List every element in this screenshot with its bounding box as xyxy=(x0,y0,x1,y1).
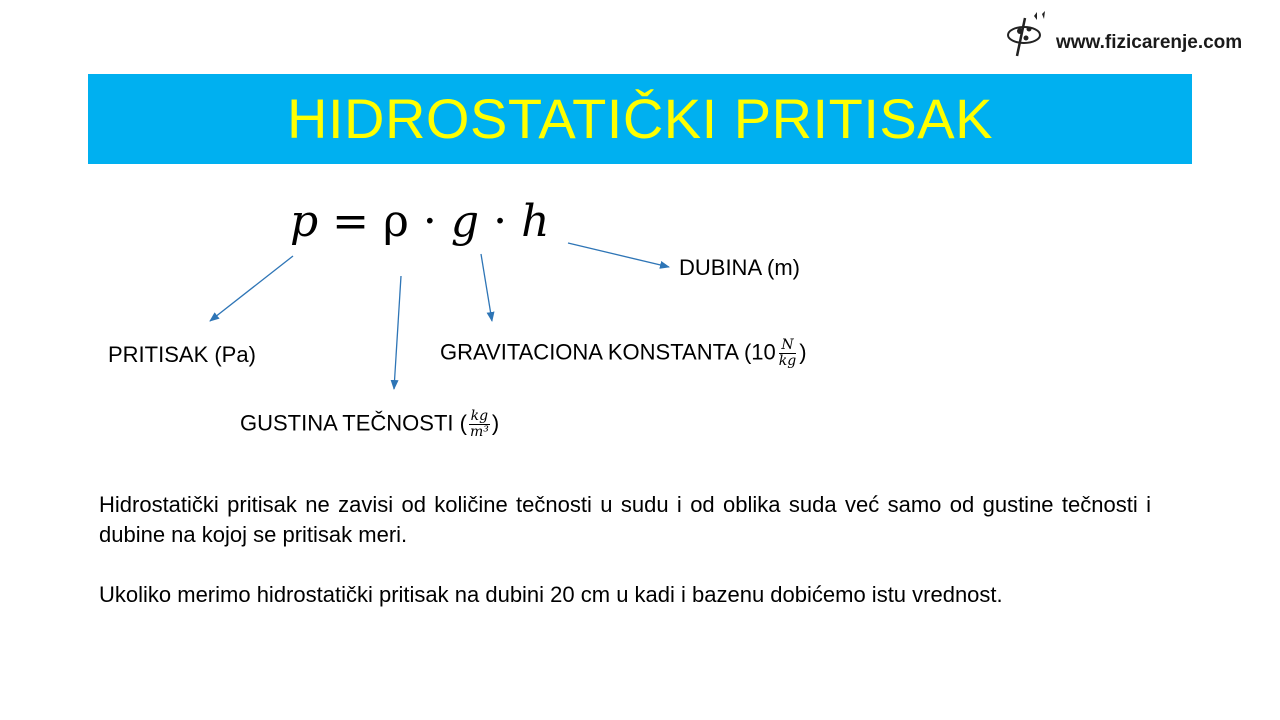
label-gravitaciona-text: GRAVITACIONA KONSTANTA (10 xyxy=(440,339,776,365)
arrow-gustina xyxy=(394,276,401,389)
fraction-numerator: N xyxy=(781,337,794,353)
logo-text: www.fizicarenje.com xyxy=(1056,32,1243,53)
label-gravitaciona xyxy=(440,338,807,369)
formula-dot-1: · xyxy=(422,196,437,247)
label-dubina: DUBINA (m) xyxy=(679,255,800,280)
fraction-denominator: kg xyxy=(778,353,797,369)
fraction-numerator: kg xyxy=(470,408,489,424)
slide-title: HIDROSTATIČKI PRITISAK xyxy=(287,87,993,150)
label-gustina xyxy=(240,409,499,440)
fraction-denominator: m³ xyxy=(469,424,489,440)
arrow-gravitaciona xyxy=(481,254,492,321)
formula-g: g xyxy=(450,196,480,247)
formula-p: p xyxy=(290,196,319,247)
arrow-dubina xyxy=(568,243,669,267)
label-pritisak: PRITISAK (Pa) xyxy=(108,342,256,367)
fraction-kg-m3 xyxy=(468,409,491,440)
label-gravitaciona-close: ) xyxy=(799,339,807,365)
formula-h: h xyxy=(521,196,550,247)
label-gustina-text: GUSTINA TEČNOSTI ( xyxy=(240,410,467,436)
formula-equals: = xyxy=(332,196,370,247)
arrow-pritisak xyxy=(210,256,293,321)
formula-dot-2: · xyxy=(493,196,508,247)
fraction-n-kg xyxy=(777,338,798,369)
formula-rho: ρ xyxy=(383,196,409,247)
paragraph-2: Ukoliko merimo hidrostatički pritisak na dubini 20 cm u kadi i bazenu dobićemo istu vrednost. xyxy=(99,582,1003,607)
label-gustina-close: ) xyxy=(491,410,500,436)
paragraph-1: Hidrostatički pritisak ne zavisi od količine tečnosti u sudu i od oblika suda već samo od gustine tečnosti i dubine na kojoj se pritisak meri. xyxy=(99,492,1151,547)
